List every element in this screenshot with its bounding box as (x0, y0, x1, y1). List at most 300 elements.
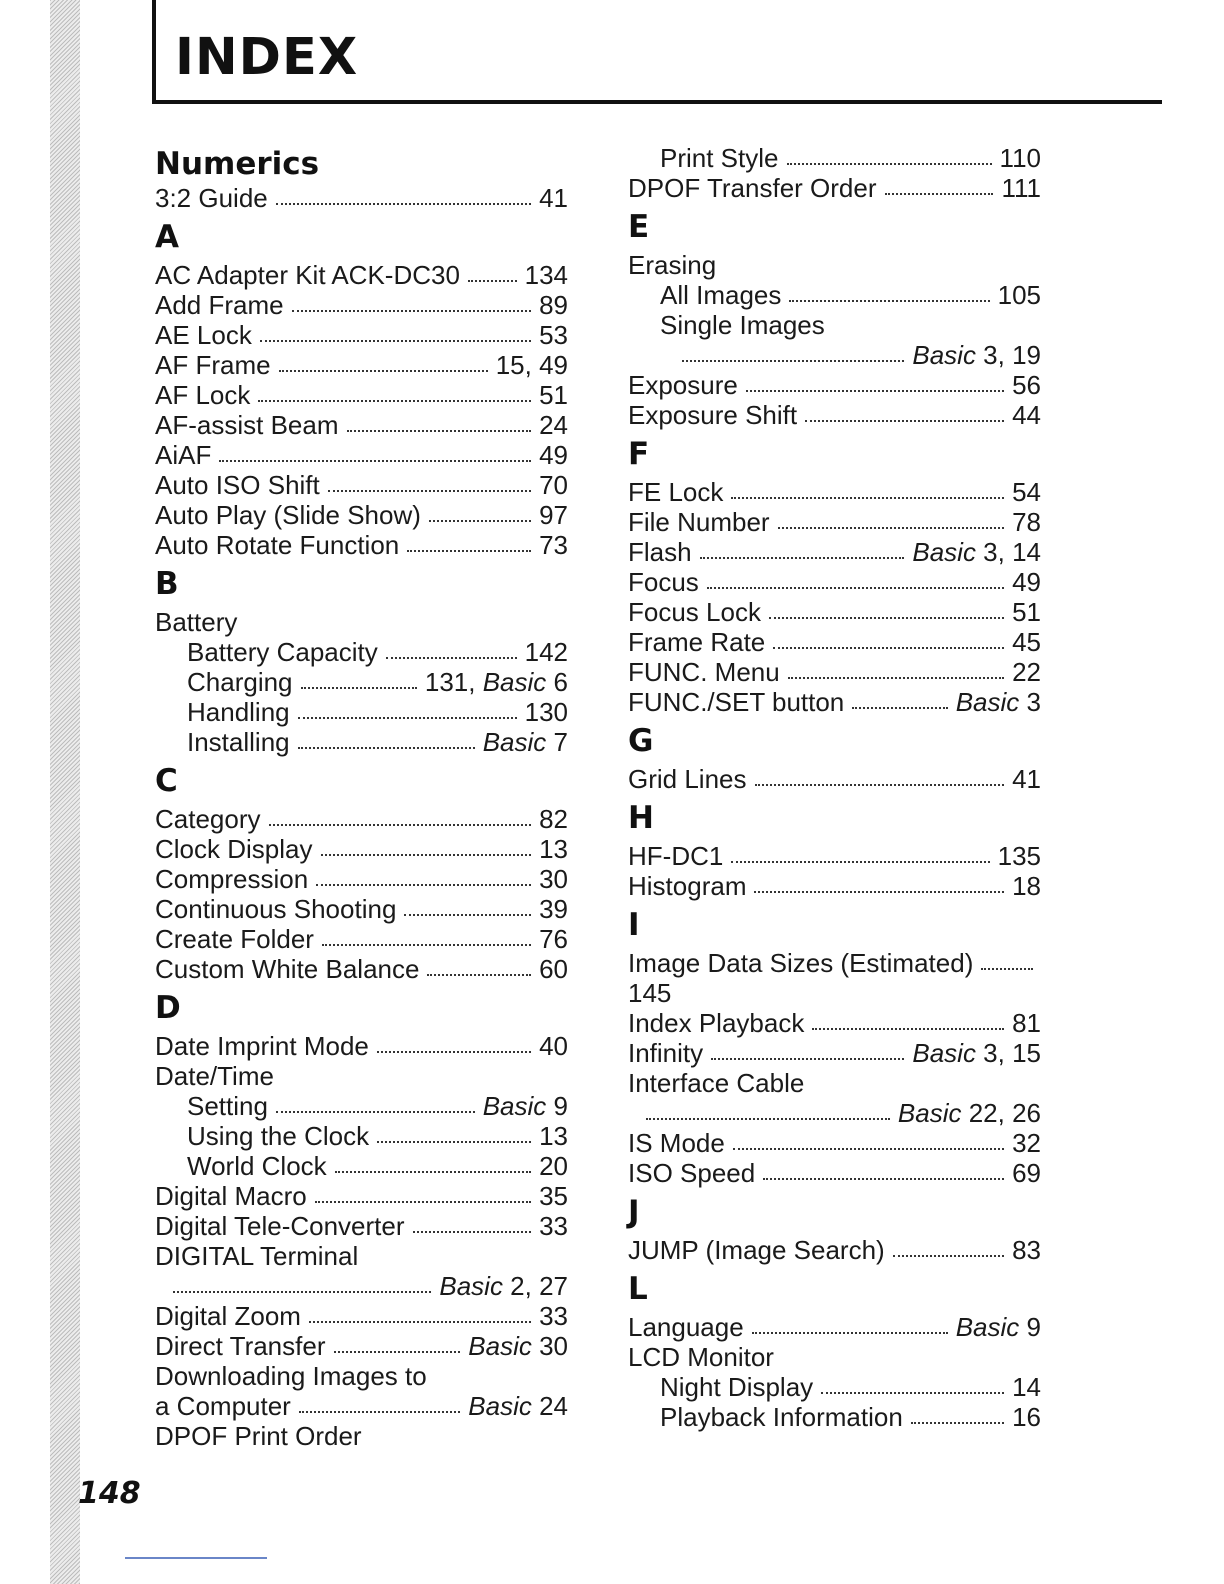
index-entry: DPOF Print Order (155, 1421, 362, 1451)
index-entry (628, 1038, 1041, 1068)
index-section (628, 908, 1041, 1188)
dot-leader (700, 556, 905, 559)
index-entry (628, 1128, 1041, 1158)
entry-name: Infinity (628, 1038, 704, 1068)
dot-leader (746, 389, 1004, 392)
entry-name: IS Mode (628, 1128, 725, 1158)
page-ref: 70 (539, 470, 568, 500)
page-ref: 73 (539, 530, 568, 560)
entry-pages (468, 1331, 568, 1361)
dot-leader (377, 1050, 531, 1053)
index-entry: DIGITAL Terminal (155, 1241, 359, 1271)
entry-pages (525, 260, 568, 290)
entry-name: Language (628, 1312, 744, 1342)
index-subentry (628, 1402, 1041, 1432)
dot-leader (682, 359, 904, 362)
dot-leader (852, 706, 947, 709)
page-number: 148 (78, 1476, 141, 1511)
entry-pages (998, 841, 1041, 871)
index-entry (155, 1031, 568, 1061)
section-letter-heading: I (628, 907, 640, 943)
basic-guide-ref: Basic (955, 1312, 1020, 1342)
dot-leader (707, 586, 1004, 589)
page-ref: 3 (1026, 687, 1041, 717)
entry-pages (1012, 567, 1041, 597)
entry-name: All Images (660, 280, 782, 310)
entry-name: Setting (187, 1091, 268, 1121)
index-entry (155, 894, 568, 924)
page-ref: 35 (539, 1181, 568, 1211)
index-section (155, 991, 568, 1451)
page-ref: 9 (553, 1091, 568, 1121)
index-entry (155, 410, 568, 440)
entry-name: Histogram (628, 871, 747, 901)
index-entry (155, 470, 568, 500)
entry-pages (425, 667, 568, 697)
page-title: INDEX (175, 28, 359, 87)
entry-name: Clock Display (155, 834, 313, 864)
dot-leader (981, 967, 1033, 970)
index-entry (155, 1271, 568, 1301)
page-ref: 16 (1012, 1402, 1041, 1432)
dot-leader (322, 943, 531, 946)
dot-leader (763, 1177, 1004, 1180)
entry-name: Installing (187, 727, 290, 757)
basic-guide-ref: Basic (912, 1038, 976, 1068)
entry-name: Charging (187, 667, 293, 697)
entry-pages (539, 1301, 568, 1331)
section-letter-heading: B (155, 566, 179, 602)
index-subentry: Single Images (660, 310, 825, 340)
entry-name: HF-DC1 (628, 841, 724, 871)
entry-name: Flash (628, 537, 692, 567)
entry-name: Using the Clock (187, 1121, 370, 1151)
dot-leader (893, 1254, 1004, 1257)
page-ref: 54 (1012, 477, 1041, 507)
entry-pages (1012, 871, 1041, 901)
dot-leader (298, 716, 517, 719)
entry-pages (539, 500, 568, 530)
entry-pages (539, 804, 568, 834)
index-entry: 145 (628, 978, 672, 1008)
dot-leader (299, 1410, 460, 1413)
entry-pages (1012, 627, 1041, 657)
dot-leader (321, 853, 532, 856)
page-ref: 44 (1012, 400, 1041, 430)
entry-name: Compression (155, 864, 309, 894)
entry-pages (1012, 370, 1041, 400)
entry-name: Category (155, 804, 261, 834)
entry-pages (1012, 1402, 1041, 1432)
page-ref: 111 (1001, 173, 1041, 203)
index-section (628, 1272, 1041, 1432)
dot-leader (821, 1391, 1004, 1394)
section-letter-heading: F (628, 436, 650, 472)
index-subentry (628, 1372, 1041, 1402)
index-column-left (155, 143, 568, 1451)
entry-name: Exposure (628, 370, 738, 400)
page-ref: 3, 15 (983, 1038, 1041, 1068)
index-entry (628, 764, 1041, 794)
entry-name: File Number (628, 507, 770, 537)
index-entry (628, 948, 1041, 978)
page-ref: 41 (539, 183, 568, 213)
entry-pages (539, 894, 568, 924)
dot-leader (347, 429, 532, 432)
index-entry (155, 1211, 568, 1241)
entry-pages (1012, 1128, 1041, 1158)
index-entry (155, 350, 568, 380)
section-letter-heading: G (628, 723, 654, 759)
entry-pages (539, 1031, 568, 1061)
entry-name: Add Frame (155, 290, 284, 320)
index-entry (628, 370, 1041, 400)
basic-guide-ref: Basic (897, 1098, 962, 1128)
entry-name: AC Adapter Kit ACK-DC30 (155, 260, 460, 290)
basic-guide-ref: Basic (912, 340, 976, 370)
page-ref: 89 (539, 290, 568, 320)
entry-pages (468, 1391, 568, 1421)
index-entry (155, 954, 568, 984)
dot-leader (301, 686, 417, 689)
entry-pages (1012, 507, 1041, 537)
entry-name: Exposure Shift (628, 400, 798, 430)
entry-name: Focus (628, 567, 699, 597)
page-ref: 14 (1012, 1372, 1041, 1402)
index-entry (628, 627, 1041, 657)
page-ref: 142 (524, 637, 568, 667)
index-entry (628, 1158, 1041, 1188)
page-ref: 3, 19 (983, 340, 1041, 370)
entry-name: 3:2 Guide (155, 183, 268, 213)
index-entry: LCD Monitor (628, 1342, 774, 1372)
basic-guide-ref: Basic (955, 687, 1020, 717)
index-entry (155, 834, 568, 864)
section-letter-heading: Numerics (155, 146, 320, 182)
entry-pages (496, 350, 568, 380)
entry-pages (539, 410, 568, 440)
entry-pages (912, 340, 1041, 370)
dot-leader (298, 746, 475, 749)
entry-name: Auto Play (Slide Show) (155, 500, 421, 530)
page-ref: 53 (539, 320, 568, 350)
dot-leader (219, 459, 531, 462)
page-ref: 49 (1012, 567, 1041, 597)
entry-name: DPOF Transfer Order (628, 173, 877, 203)
section-letter-heading: A (155, 219, 179, 255)
index-entry (628, 400, 1041, 430)
dot-leader (309, 1320, 531, 1323)
dot-leader (788, 676, 1004, 679)
dot-leader (468, 279, 517, 282)
index-entry (628, 657, 1041, 687)
side-strip (50, 0, 80, 1584)
entry-pages (525, 697, 568, 727)
entry-pages (483, 727, 568, 757)
entry-name: Date Imprint Mode (155, 1031, 369, 1061)
page-ref: 20 (539, 1151, 568, 1181)
dot-leader (334, 1350, 461, 1353)
page-ref: 41 (1012, 764, 1041, 794)
page-ref: 49 (539, 440, 568, 470)
section-letter-heading: H (628, 800, 654, 836)
index-entry (155, 440, 568, 470)
index-subentry (155, 697, 568, 727)
page-ref: 13 (539, 834, 568, 864)
page-ref: 2, 27 (510, 1271, 568, 1301)
index-entry (628, 1235, 1041, 1265)
dot-leader (173, 1290, 431, 1293)
basic-guide-ref: Basic (482, 1091, 547, 1121)
dot-leader (316, 883, 531, 886)
dot-leader (413, 1230, 532, 1233)
dot-leader (646, 1117, 890, 1120)
entry-pages (1012, 477, 1041, 507)
page-ref: 81 (1012, 1008, 1041, 1038)
entry-pages (1012, 764, 1041, 794)
entry-name: Playback Information (660, 1402, 903, 1432)
index-entry: Date/Time (155, 1061, 274, 1091)
basic-guide-ref: Basic (439, 1271, 503, 1301)
page-ref: 78 (1012, 507, 1041, 537)
dot-leader (404, 913, 531, 916)
index-subentry (155, 1091, 568, 1121)
dot-leader (778, 526, 1004, 529)
dot-leader (427, 973, 531, 976)
page-ref: 60 (539, 954, 568, 984)
dot-leader (315, 1200, 531, 1203)
index-section (155, 147, 568, 213)
index-column-right (628, 143, 1041, 1432)
page-ref: 131, (424, 667, 476, 697)
index-entry (628, 567, 1041, 597)
page-ref: 33 (539, 1301, 568, 1331)
index-entry (155, 530, 568, 560)
entry-name: ISO Speed (628, 1158, 756, 1188)
index-entry (628, 477, 1041, 507)
page-ref: 83 (1012, 1235, 1041, 1265)
entry-name: AF Frame (155, 350, 271, 380)
dot-leader (269, 823, 532, 826)
page-ref: 32 (1012, 1128, 1041, 1158)
index-subentry (628, 280, 1041, 310)
page-ref: 105 (997, 280, 1041, 310)
index-subentry (155, 1151, 568, 1181)
index-entry (628, 507, 1041, 537)
index-section (628, 437, 1041, 717)
entry-name: AF-assist Beam (155, 410, 339, 440)
entry-name: Print Style (660, 143, 779, 173)
entry-name: Grid Lines (628, 764, 747, 794)
title-rule-vertical (152, 0, 156, 104)
index-entry (628, 173, 1041, 203)
dot-leader (911, 1421, 1004, 1424)
entry-pages (539, 834, 568, 864)
page-ref: 22 (1012, 657, 1041, 687)
dot-leader (276, 202, 531, 205)
page-ref: 69 (1012, 1158, 1041, 1188)
entry-name: Digital Zoom (155, 1301, 301, 1331)
index-section (628, 801, 1041, 901)
page-ref: 40 (539, 1031, 568, 1061)
dot-leader (812, 1027, 1004, 1030)
section-letter-heading: J (628, 1194, 640, 1230)
entry-pages (912, 537, 1041, 567)
index-entry (628, 841, 1041, 871)
entry-name: AE Lock (155, 320, 252, 350)
index-entry: Downloading Images to (155, 1361, 427, 1391)
entry-pages (1001, 173, 1041, 203)
entry-name: Image Data Sizes (Estimated) (628, 948, 974, 978)
entry-name: Battery Capacity (187, 637, 378, 667)
page-ref: 3, 14 (983, 537, 1041, 567)
entry-name: Frame Rate (628, 627, 766, 657)
section-letter-heading: L (628, 1271, 648, 1307)
index-entry (155, 1301, 568, 1331)
dot-leader (755, 783, 1005, 786)
entry-name: AiAF (155, 440, 212, 470)
index-entry: Interface Cable (628, 1068, 805, 1098)
page-ref: 30 (539, 1331, 568, 1361)
dot-leader (773, 646, 1004, 649)
page-ref: 134 (524, 260, 568, 290)
page-ref: 97 (539, 500, 568, 530)
page-ref: 130 (524, 697, 568, 727)
basic-guide-ref: Basic (482, 667, 547, 697)
entry-pages (1012, 1372, 1041, 1402)
entry-pages (539, 290, 568, 320)
page-ref: 15, 49 (495, 350, 568, 380)
entry-pages (539, 530, 568, 560)
basic-guide-ref: Basic (468, 1331, 532, 1361)
page-ref: 9 (1026, 1312, 1041, 1342)
entry-name: Index Playback (628, 1008, 805, 1038)
entry-name: Digital Tele-Converter (155, 1211, 405, 1241)
entry-name: Digital Macro (155, 1181, 307, 1211)
index-entry (155, 1391, 568, 1421)
index-entry (155, 260, 568, 290)
dot-leader (754, 890, 1004, 893)
dot-leader (328, 489, 531, 492)
page-ref: 30 (539, 864, 568, 894)
entry-pages (1012, 1158, 1041, 1188)
entry-name: Auto ISO Shift (155, 470, 320, 500)
entry-name: Create Folder (155, 924, 314, 954)
index-subentry (155, 1121, 568, 1151)
index-entry (155, 320, 568, 350)
entry-pages (1000, 143, 1041, 173)
entry-name: JUMP (Image Search) (628, 1235, 885, 1265)
dot-leader (731, 496, 1004, 499)
page-ref: 39 (539, 894, 568, 924)
page-ref: 56 (1012, 370, 1041, 400)
index-entry (155, 1181, 568, 1211)
entry-pages (998, 280, 1041, 310)
dot-leader (789, 299, 989, 302)
entry-name: AF Lock (155, 380, 251, 410)
dot-leader (731, 860, 989, 863)
dot-leader (885, 192, 994, 195)
entry-name: Auto Rotate Function (155, 530, 400, 560)
entry-pages (1012, 1008, 1041, 1038)
entry-pages (525, 637, 568, 667)
index-entry: Erasing (628, 250, 717, 280)
section-letter-heading: D (155, 990, 181, 1026)
index-entry (628, 1008, 1041, 1038)
entry-pages (539, 954, 568, 984)
dot-leader (377, 1140, 531, 1143)
page-ref: 13 (539, 1121, 568, 1151)
index-subentry (155, 637, 568, 667)
index-entry (628, 871, 1041, 901)
index-entry (628, 687, 1041, 717)
entry-pages (912, 1038, 1041, 1068)
dot-leader (805, 419, 1004, 422)
index-entry (155, 864, 568, 894)
entry-name: Continuous Shooting (155, 894, 397, 924)
page-ref: 22, 26 (968, 1098, 1041, 1128)
entry-pages (539, 864, 568, 894)
dot-leader (407, 549, 531, 552)
dot-leader (711, 1057, 904, 1060)
basic-guide-ref: Basic (468, 1391, 532, 1421)
page-ref: 135 (997, 841, 1041, 871)
entry-pages (1012, 657, 1041, 687)
page-ref: 76 (539, 924, 568, 954)
dot-leader (260, 339, 531, 342)
section-letter-heading: E (628, 209, 650, 245)
dot-leader (276, 1110, 475, 1113)
entry-pages (539, 470, 568, 500)
index-section (628, 1195, 1041, 1265)
index-subentry (628, 143, 1041, 173)
dot-leader (335, 1170, 531, 1173)
page-ref: 7 (553, 727, 568, 757)
index-subentry (155, 667, 568, 697)
index-entry (155, 924, 568, 954)
entry-name: Focus Lock (628, 597, 761, 627)
index-entry (628, 1312, 1041, 1342)
index-section (155, 764, 568, 984)
index-entry (155, 804, 568, 834)
dot-leader (292, 309, 531, 312)
page-ref: 6 (553, 667, 568, 697)
index-entry: Battery (155, 607, 238, 637)
entry-pages (956, 1312, 1041, 1342)
title-rule-horizontal (152, 100, 1162, 104)
entry-pages (898, 1098, 1041, 1128)
page-ref: 33 (539, 1211, 568, 1241)
entry-pages (483, 1091, 568, 1121)
entry-pages (539, 380, 568, 410)
entry-name: Night Display (660, 1372, 814, 1402)
basic-guide-ref: Basic (482, 727, 547, 757)
basic-guide-ref: Basic (912, 537, 976, 567)
index-entry (155, 1331, 568, 1361)
dot-leader (733, 1147, 1004, 1150)
entry-pages (539, 924, 568, 954)
index-entry (628, 537, 1041, 567)
dot-leader (429, 519, 531, 522)
entry-pages (539, 1151, 568, 1181)
dot-leader (787, 162, 992, 165)
page-ref: 24 (539, 1391, 568, 1421)
index-subentry (628, 340, 1041, 370)
entry-pages (956, 687, 1041, 717)
entry-pages (1012, 1235, 1041, 1265)
index-entry (155, 500, 568, 530)
page-ref: 110 (999, 143, 1041, 173)
